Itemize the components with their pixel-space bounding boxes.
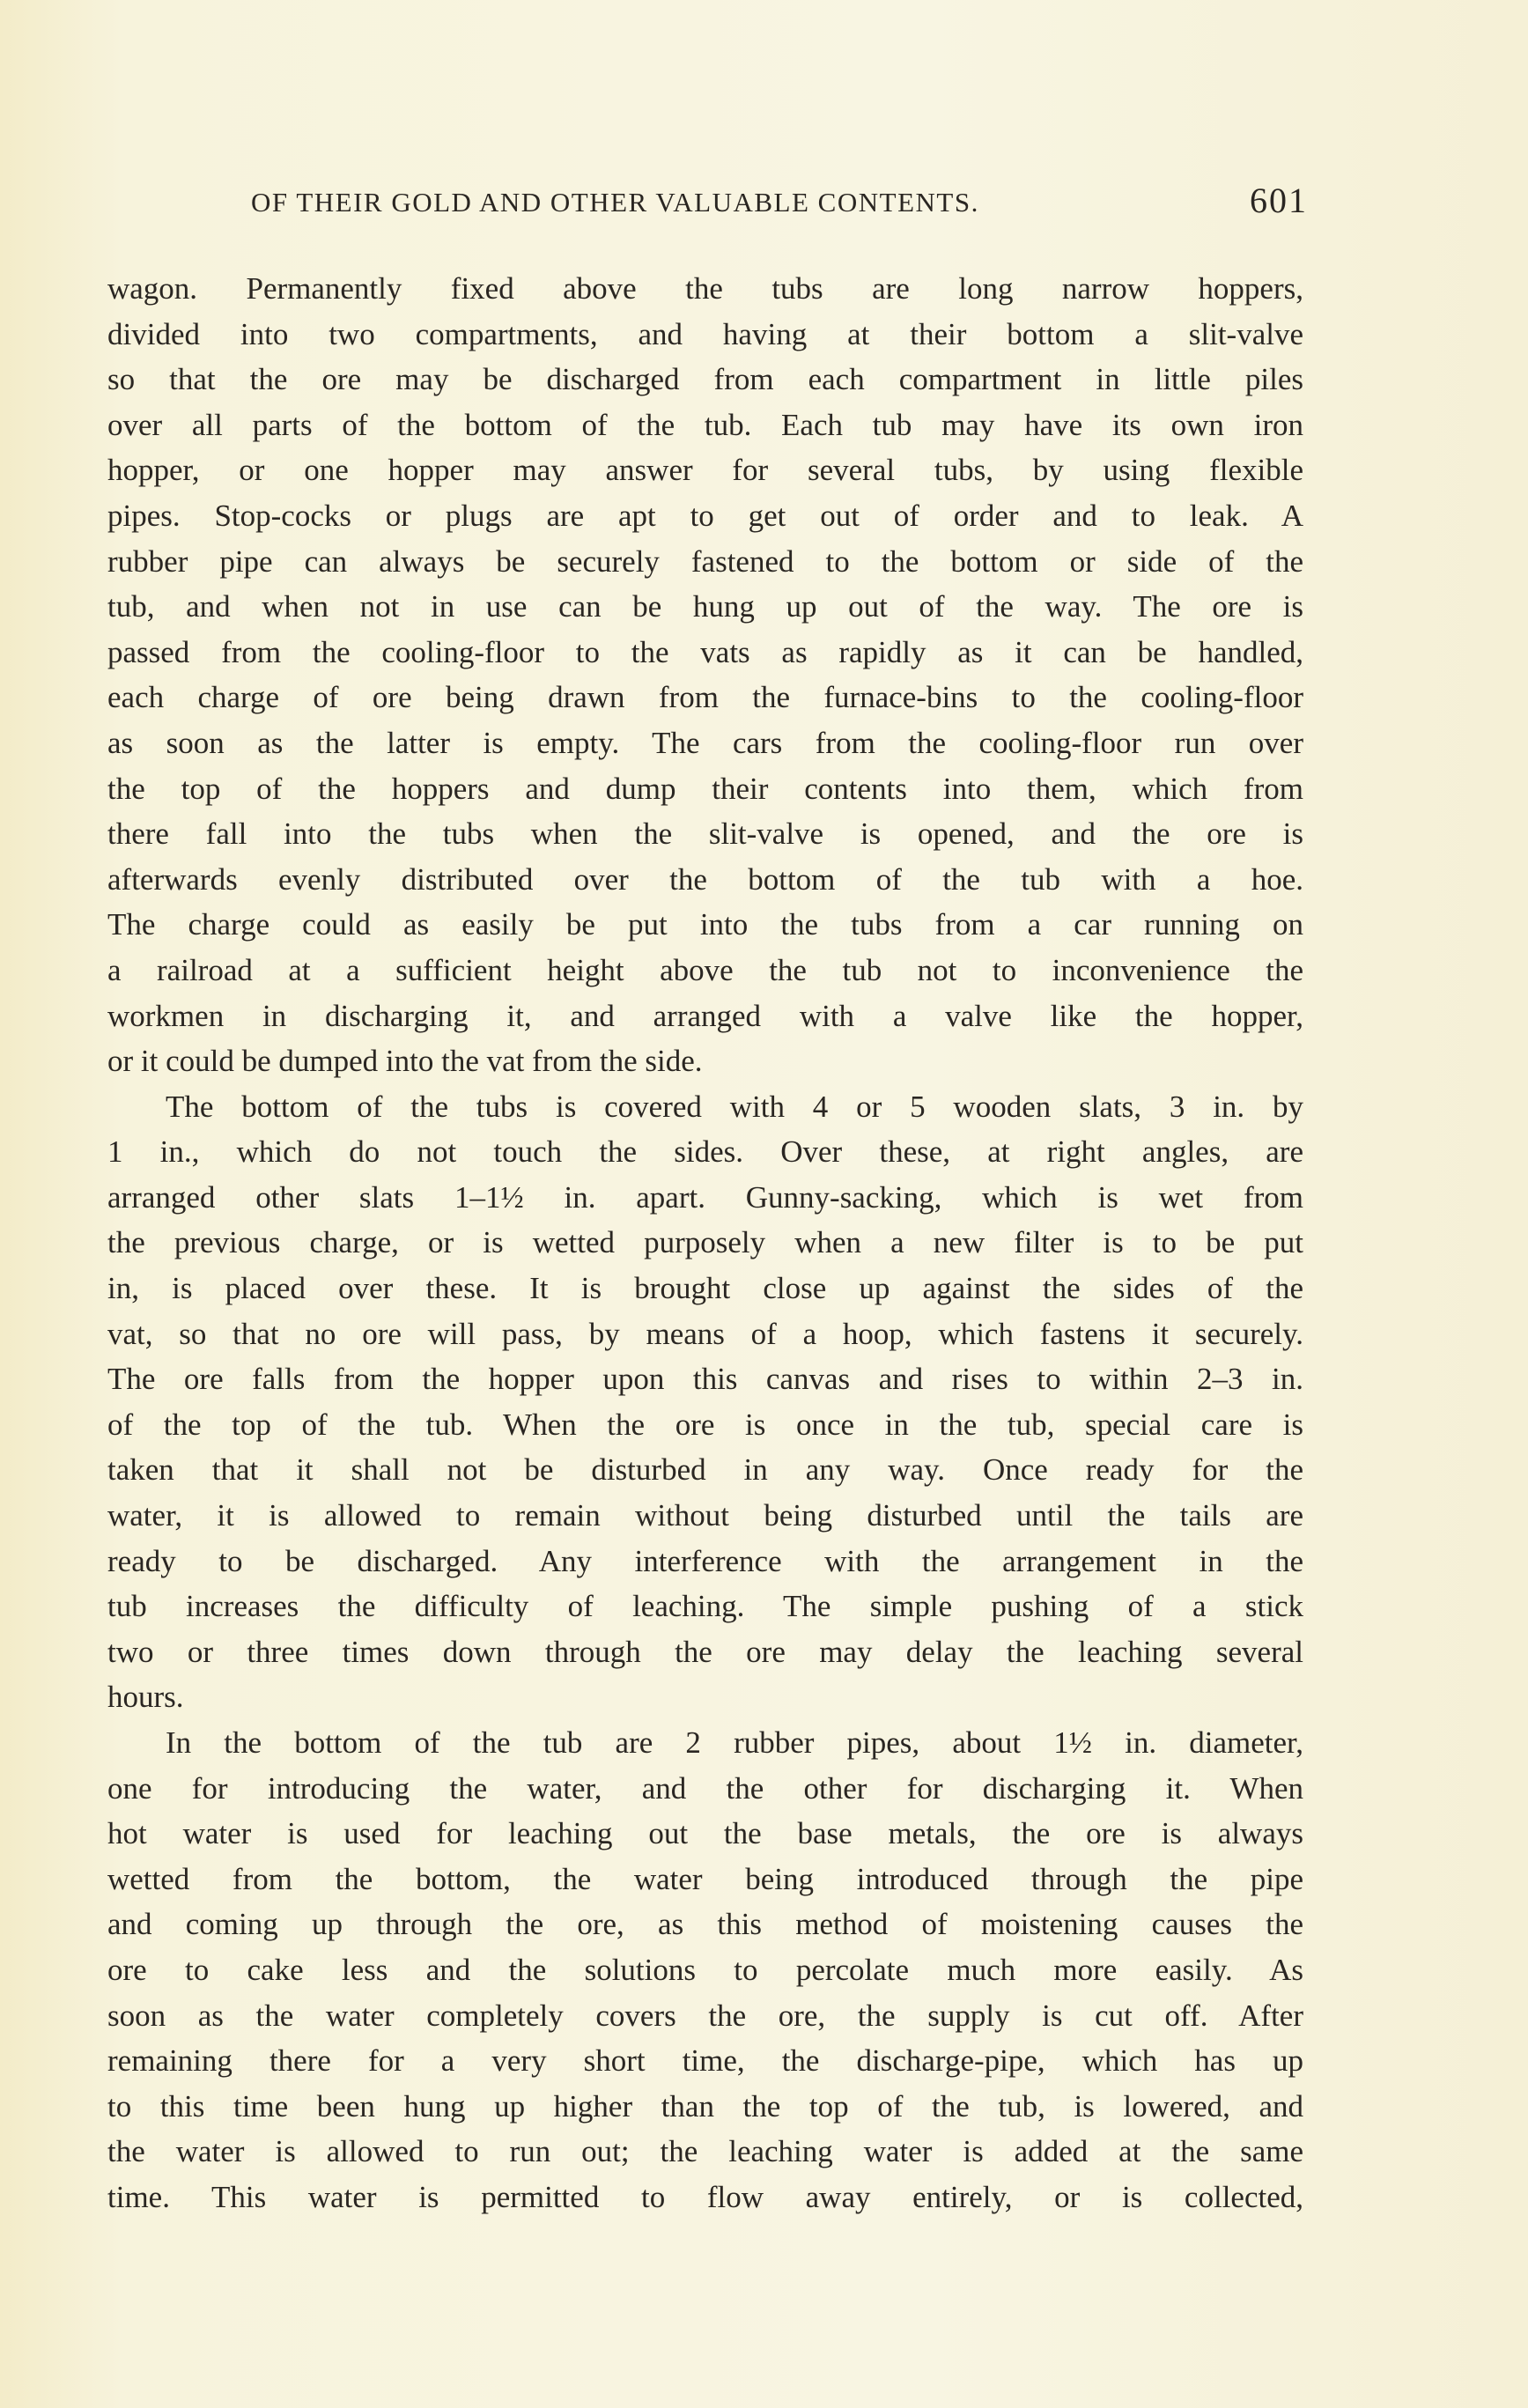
text-line: two or three times down through the ore may delay the leaching several [107, 1634, 1303, 1669]
text-line: The charge could as easily be put into the tubs from a car running on [107, 907, 1303, 942]
body-text [107, 266, 1303, 2220]
text-line: tub increases the difficulty of leaching. The simple pushing of a stick [107, 1589, 1303, 1624]
page-number: 601 [1250, 181, 1308, 220]
text-line: afterwards evenly distributed over the bottom of the tub with a hoe. [107, 861, 1303, 897]
text-line: wagon. Permanently fixed above the tubs are long narrow hoppers, [107, 271, 1303, 306]
text-line: ready to be discharged. Any interference with the arrangement in the [107, 1543, 1303, 1578]
text-line: the water is allowed to run out; the leaching water is added at the same [107, 2134, 1303, 2169]
text-line: divided into two compartments, and having at their bottom a slit-valve [107, 316, 1303, 351]
text-line: passed from the cooling-floor to the vats as rapidly as it can be handled, [107, 634, 1303, 669]
text-line: In the bottom of the tub are 2 rubber pipes, about 1½ in. diameter, [166, 1725, 1303, 1760]
text-line: the top of the hoppers and dump their contents into them, which from [107, 771, 1303, 806]
text-line: to this time been hung up higher than the top of the tub, is lowered, and [107, 2088, 1303, 2124]
text-line: soon as the water completely covers the ore, the supply is cut off. After [107, 1998, 1303, 2033]
text-line: of the top of the tub. When the ore is once in the tub, special care is [107, 1407, 1303, 1442]
text-line: the previous charge, or is wetted purposely when a new filter is to be put [107, 1225, 1303, 1260]
text-line: and coming up through the ore, as this method of moistening causes the [107, 1907, 1303, 1942]
text-line: so that the ore may be discharged from each compartment in little piles [107, 362, 1303, 397]
running-header [251, 181, 1308, 221]
text-line: tub, and when not in use can be hung up out of the way. The ore is [107, 589, 1303, 624]
text-line: arranged other slats 1–1½ in. apart. Gunny-sacking, which is wet from [107, 1179, 1303, 1215]
text-line: taken that it shall not be disturbed in any way. Once ready for the [107, 1452, 1303, 1488]
text-line: there fall into the tubs when the slit-valve is opened, and the ore is [107, 816, 1303, 852]
text-line: water, it is allowed to remain without being disturbed until the tails are [107, 1498, 1303, 1533]
text-line: wetted from the bottom, the water being introduced through the pipe [107, 1861, 1303, 1896]
running-title: OF THEIR GOLD AND OTHER VALUABLE CONTENTS. [251, 187, 979, 218]
text-line: or it could be dumped into the vat from the side. [107, 1044, 703, 1079]
text-line: in, is placed over these. It is brought close up against the sides of the [107, 1271, 1303, 1306]
text-line: as soon as the latter is empty. The cars from the cooling-floor run over [107, 725, 1303, 760]
text-line: time. This water is permitted to flow away entirely, or is collected, [107, 2179, 1303, 2214]
text-line: pipes. Stop-cocks or plugs are apt to get out of order and to leak. A [107, 498, 1303, 533]
text-line: ore to cake less and the solutions to percolate much more easily. As [107, 1952, 1303, 1987]
text-line: hopper, or one hopper may answer for several tubs, by using flexible [107, 453, 1303, 488]
text-line: 1 in., which do not touch the sides. Over these, at right angles, are [107, 1134, 1303, 1170]
text-line: over all parts of the bottom of the tub. Each tub may have its own iron [107, 407, 1303, 442]
text-line: remaining there for a very short time, the discharge-pipe, which has up [107, 2043, 1303, 2079]
text-line: hours. [107, 1680, 184, 1715]
text-line: each charge of ore being drawn from the furnace-bins to the cooling-floor [107, 680, 1303, 715]
text-line: The ore falls from the hopper upon this canvas and rises to within 2–3 in. [107, 1362, 1303, 1397]
text-line: hot water is used for leaching out the base metals, the ore is always [107, 1816, 1303, 1851]
text-line: one for introducing the water, and the other for discharging it. When [107, 1770, 1303, 1806]
text-line: workmen in discharging it, and arranged with a valve like the hopper, [107, 998, 1303, 1033]
text-line: The bottom of the tubs is covered with 4 or 5 wooden slats, 3 in. by [166, 1089, 1303, 1124]
text-line: rubber pipe can always be securely fastened to the bottom or side of the [107, 543, 1303, 579]
text-line: a railroad at a sufficient height above the tub not to inconvenience the [107, 952, 1303, 987]
text-line: vat, so that no ore will pass, by means of a hoop, which fastens it securely. [107, 1316, 1303, 1351]
